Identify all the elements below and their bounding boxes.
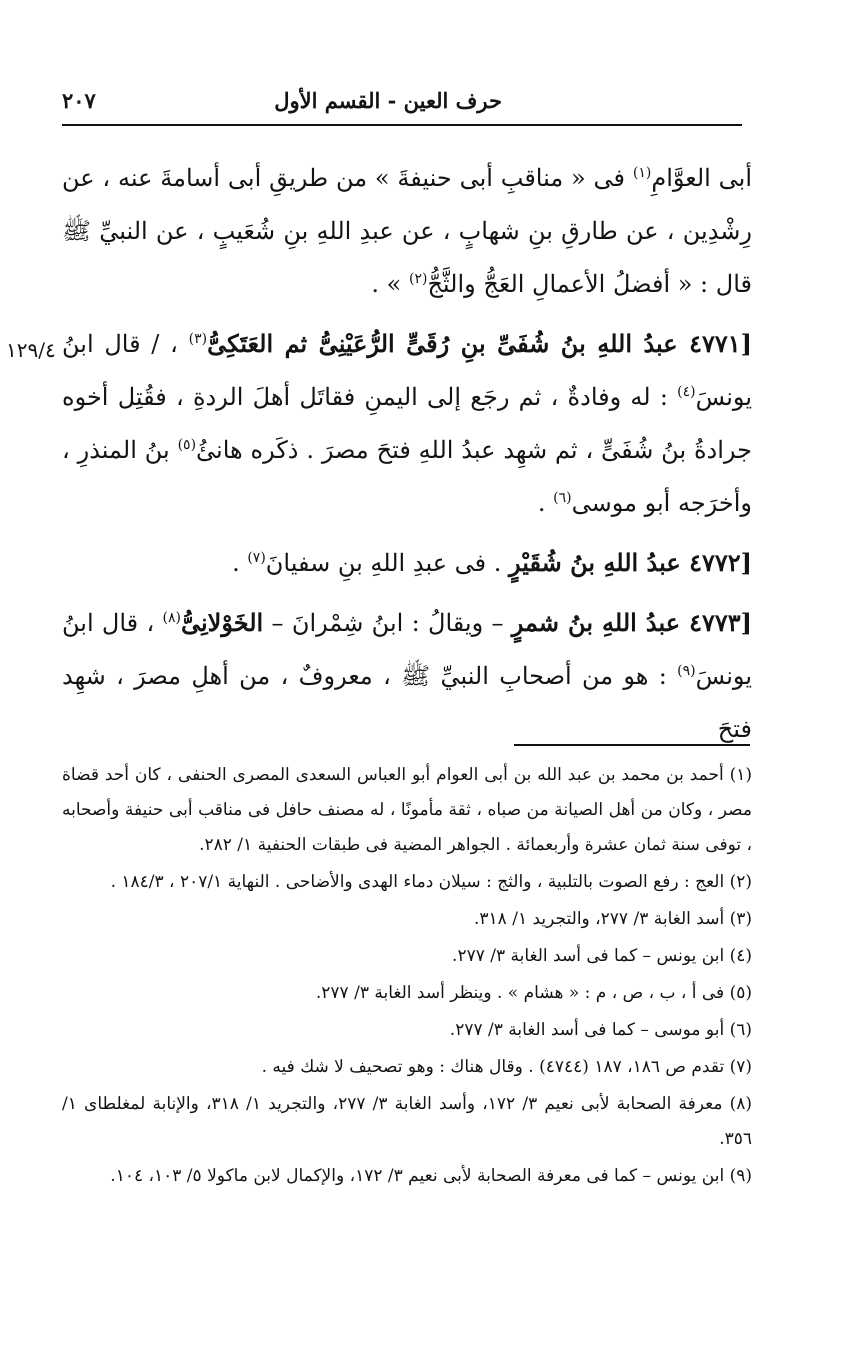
entry-name: عبدُ اللهِ بنُ شمرٍ bbox=[511, 608, 690, 637]
continuation-paragraph bbox=[62, 152, 752, 311]
text-run: » . bbox=[371, 270, 409, 298]
text-run: فى « مناقبِ أبى حنيفةَ » من طريقِ أبى أسامةَ عنه ، عن رِشْدِين ، عن طارقِ بنِ شهابٍ ، عن عبدِ اللهِ بنِ شُعَيبٍ ، عن النبيِّ ﷺ قال : « أفضلُ الأعمالِ العَجُّ والثَّجُّ bbox=[62, 164, 752, 298]
text-run: ، قال ابنُ يونسَ bbox=[62, 609, 752, 690]
running-header bbox=[62, 88, 742, 124]
footnote-1: (١) أحمد بن محمد بن عبد الله بن أبى العوام أبو العباس السعدى المصرى الحنفى ، كان أحد قضاة مصر ، وكان من أهل الصيانة من صباه ، ثقة مأمونًا ، له مصنف حافل فى مناقب أبى حنيفة وأصحابه ، توفى سنة ثمان عشرة وأربعمائة . الجواهر المضية فى طبقات الحنفية ١/ ٢٨٢. bbox=[62, 765, 752, 855]
text-run: . bbox=[537, 489, 554, 517]
entry-number: [٤٧٧٣ bbox=[689, 608, 752, 637]
footnote-marker: (٤) bbox=[677, 384, 696, 400]
entry-4772 bbox=[62, 536, 752, 590]
footnote-4: (٤) ابن يونس – كما فى أسد الغابة ٣/ ٢٧٧. bbox=[452, 946, 752, 966]
footnotes bbox=[62, 758, 752, 1196]
footnote-rule bbox=[514, 744, 750, 746]
text-run: : هو من أصحابِ النبيِّ ﷺ ، معروفٌ ، من أهلِ مصرَ ، شهِد فتحَ bbox=[62, 662, 752, 743]
footnote-marker: (٥) bbox=[177, 437, 197, 453]
main-text bbox=[62, 152, 752, 756]
text-run: – ويقالُ : ابنُ شِمْرانَ – bbox=[263, 609, 512, 637]
footnote-3: (٣) أسد الغابة ٣/ ٢٧٧، والتجريد ١/ ٣١٨. bbox=[474, 909, 752, 929]
margin-volume-reference: ١٢٩/٤ bbox=[6, 338, 56, 362]
entry-4773 bbox=[62, 596, 752, 756]
footnote-7: (٧) تقدم ص ١٨٦، ١٨٧ (٤٧٤٤) . وقال هناك : وهو تصحيف لا شك فيه . bbox=[261, 1057, 752, 1077]
entry-4771 bbox=[62, 317, 752, 530]
footnote-marker: (١) bbox=[632, 165, 652, 181]
footnote-marker: (٢) bbox=[408, 271, 428, 287]
text-run: : له وفادةٌ ، ثم رجَع إلى اليمنِ فقاتَل أهلَ الردةِ ، فقُتِل أخوه جرادةُ بنُ شُفَىٍّ ، ثم شهِد عبدُ اللهِ فتحَ مصرَ . ذكَره هانئُ bbox=[62, 383, 752, 464]
text-run: . bbox=[232, 549, 248, 577]
page-number: ٢٠٧ bbox=[62, 88, 96, 113]
footnote-marker: (٣) bbox=[188, 331, 208, 347]
entry-number: [٤٧٧١ bbox=[689, 329, 752, 358]
footnote-6: (٦) أبو موسى – كما فى أسد الغابة ٣/ ٢٧٧. bbox=[449, 1020, 752, 1040]
running-title: حرف العين - القسم الأول bbox=[274, 88, 502, 113]
entry-name: عبدُ اللهِ بنُ شُفَىِّ بنِ رُقَىٍّ الرُّعَيْنِىُّ ثم العَتَكِىُّ bbox=[207, 329, 690, 358]
entry-name: عبدُ اللهِ بنُ شُقَيْرٍ bbox=[509, 548, 690, 577]
footnote-marker: (٦) bbox=[553, 490, 572, 506]
text-run: بنُ المنذرِ ، وأخرَجه أبو موسى bbox=[62, 436, 752, 517]
footnote-marker: (٧) bbox=[247, 550, 266, 566]
footnote-marker: (٨) bbox=[162, 610, 181, 626]
footnote-9: (٩) ابن يونس – كما فى معرفة الصحابة لأبى نعيم ٣/ ١٧٢، والإكمال لابن ماكولا ٥/ ١٠٣، ١٠٤. bbox=[110, 1166, 752, 1186]
footnote-marker: (٩) bbox=[677, 663, 696, 679]
text-run: . فى عبدِ اللهِ بنِ سفيانَ bbox=[265, 549, 510, 577]
footnote-8: (٨) معرفة الصحابة لأبى نعيم ٣/ ١٧٢، وأسد الغابة ٣/ ٢٧٧، والتجريد ١/ ٣١٨، والإنابة لمغلطاى ١/ ٣٥٦. bbox=[62, 1094, 753, 1149]
footnote-5: (٥) فى أ ، ب ، ص ، م : « هشام » . وينظر أسد الغابة ٣/ ٢٧٧. bbox=[315, 983, 752, 1003]
entry-nisba: الخَوْلانِىُّ bbox=[180, 608, 264, 637]
footnote-2: (٢) العج : رفع الصوت بالتلبية ، والثج : سيلان دماء الهدى والأضاحى . النهاية ٢٠٧/١ ، ١٨٤/٣ . bbox=[110, 872, 752, 892]
text-run: أبى العوَّامِ bbox=[651, 164, 752, 192]
entry-number: [٤٧٧٢ bbox=[689, 548, 752, 577]
header-rule bbox=[62, 124, 742, 126]
text-run: ، / قال ابنُ يونسَ bbox=[62, 330, 752, 411]
